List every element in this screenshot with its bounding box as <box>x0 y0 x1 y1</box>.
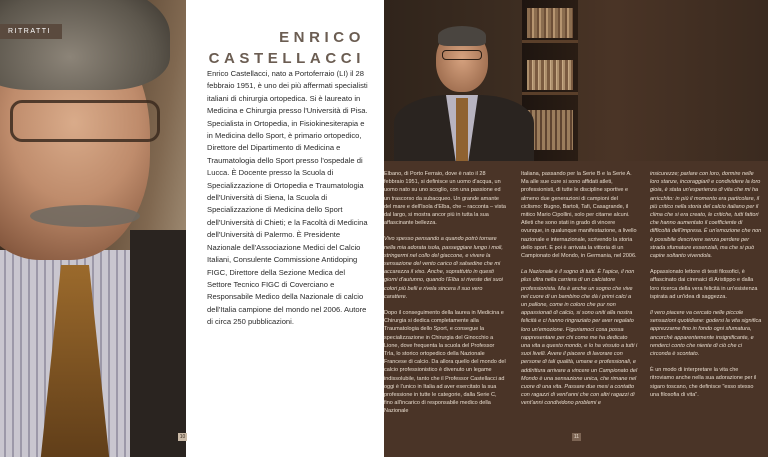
office-photo <box>384 0 768 161</box>
section-tag: RITRATTI <box>0 24 62 39</box>
bio-text: Enrico Castellacci, nato a Portoferraio (LI) il 28 febbraio 1951, è uno dei più affermati specialisti italiani di chirurgia ortopedica. Si è laureato in Medicina e Chirurgia presso l'Università di Pisa. Specialista in Ortopedia, in Fisiokinesiterapia e in Medicina dello Sport, è primario ortopedico, Direttore del Dipartimento di Medicina e Traumatologia dello Sport presso l'ospedale di Lucca. È Docente presso la Scuola di Specializzazione di Ortopedia e Traumatologia dell'Università di Siena, la Scuola di Specializzazione di Medicina dello Sport dell'Università di Chieti; e la Facoltà di Medicina dell'Università di Palermo. È Presidente Nazionale dell'Associazione Medici del Calcio Italiani, Consulente Commissione Antidoping FIGC, Direttore della Sezione Medica del Settore Tecnico FIGC di Coverciano e Responsabile Medico della Nazionale di calcio dell'Italia campione del mondo nel 2006. Autore di circa 250 pubblicazioni. <box>207 69 368 327</box>
column-3 <box>650 170 763 407</box>
column-2 <box>521 170 638 416</box>
article-columns <box>384 170 768 457</box>
col2-paragraph: La Nazionale è il sogno di tutti. È l'apice, il non plus ultra nella carriera di un calciatore professionista. Ma è anche un sogno che vive nel cuore di un bambino che dà i primi calci a un pallone, come in coloro che pur non appassionati di calcio, si sono uniti alla nostra felicità e ci hanno ringraziato per aver regalato loro un'emozione. Figuriamoci cosa possa rappresentare per chi come me ha dedicato una vita a questo mondo, e lo ha vissuto a tutti i suoi livelli. Avere il piacere di lavorare con persone di tali qualità, umane e professionali, e addirittura arrivare a vincere un Campionato del Mondo è una sensazione unica, che rimane nel cuore di una vita. Passare due mesi a contatto con ragazzi di vent'anni che con altri ragazzi di vent'anni condividono problemi e <box>521 269 638 407</box>
portrait-photo <box>0 0 186 457</box>
page-number-left: 10 <box>179 434 186 440</box>
col1-paragraph: Vivo spesso pensando a quando potrò tornare nella mia adorata isola, passeggiare lungo i moli, stringermi nel collo del giaccone, e vivere la sensazione del vento carico di salsedine che mi accarezza il viso. Anche, soprattutto in questi giorni d'autunno, quando l'Elba si riveste dei suoi colori più belli e rivela sincera il suo vero carattere. <box>384 236 503 300</box>
col3-paragraph: insicurezze; parlare con loro, dormire nelle loro stanze, incoraggiarli e condividere la loro gioia, è stata un'esperienza di vita che mi ha arricchito: in più il momento era particolare, il più critico nella storia del calcio italiano per il clima che si era creato, le critiche, tutti fattori che hanno aumentato il coefficiente di difficoltà dell'impresa. È un'emozione che non è possibile descrivere senza perdere per strada sfumature essenziali, ma che si può capire soltanto vivendola. <box>650 171 762 260</box>
name-last: CASTELLACCI <box>208 50 365 67</box>
col1-paragraph: Elbano, di Porto Ferraio, dove è nato il 28 febbraio 1951, si definisce un uomo d'acqua, un uomo nato su uno scoglio, con una passione ed un trascorso da subacqueo. Un grande amante del mare e dell'Isola d'Elba, che – racconta – vista dal largo, si mostra ancor più in tutta la sua affascinante bellezza. <box>384 171 506 227</box>
col3-paragraph: Appassionato lettore di testi filosofici, è affascinato dai cirenaici di Aristippo e dalla loro ricerca della vera felicità in un'esistenza ispirata ad un'idea di saggezza. <box>650 269 758 300</box>
col3-paragraph: Il vero piacere va cercato nelle piccole sensazioni quotidiane: godersi la vita significa apprezzarne fino in fondo ogni sfumatura, ancorché apparentemente insignificante, e renderci conto che niente di ciò che ci circonda è scontato. <box>650 310 762 358</box>
column-1 <box>384 170 506 424</box>
col3-paragraph: È un modo di interpretare la vita che ritroviamo anche nella sua adorazione per il sigaro toscano, che definisce "esso stesso una filosofia di vita". <box>650 367 757 398</box>
right-page <box>384 0 768 457</box>
col2-paragraph: Italiana, passando per la Serie B e la Serie A. Ma alle sue cure si sono affidati atleti, professionisti, di tutte le discipline sportive e almeno due generazioni di campioni del ciclismo: Bugno, Bartoli, Tafi, Casagrande, il mitico Mario Cipollini, solo per citarne alcuni. Atleti che sono stati in grado di vincere ovunque, in qualunque manifestazione, a livello nazionale e internazionale, scrivendo la storia dello sport. E poi è arrivata la vittoria di un Campionato del Mondo, in Germania, nel 2006. <box>521 171 637 260</box>
page-number-right: 11 <box>573 434 580 440</box>
name-first: ENRICO <box>279 29 365 46</box>
col1-paragraph: Dopo il conseguimento della laurea in Medicina e Chirurgia si dedica completamente alla Traumatologia dello Sport, e consegue la specializzazione in Chirurgia del Ginocchio a Lione, dove frequenta la scuola del Professor Trla, lo storico ortopedico della Nazionale Francese di calcio. Da allora quello del mondo del calcio professionistico è divenuto un legame indissolubile, tanto che il Professor Castellacci ad oggi è l'unico in Italia ad aver esercitato la sua professione in tutte le categorie, dalla Serie C, fino all'incarico di responsabile medico della Nazionale <box>384 310 506 415</box>
page-title <box>195 27 365 69</box>
